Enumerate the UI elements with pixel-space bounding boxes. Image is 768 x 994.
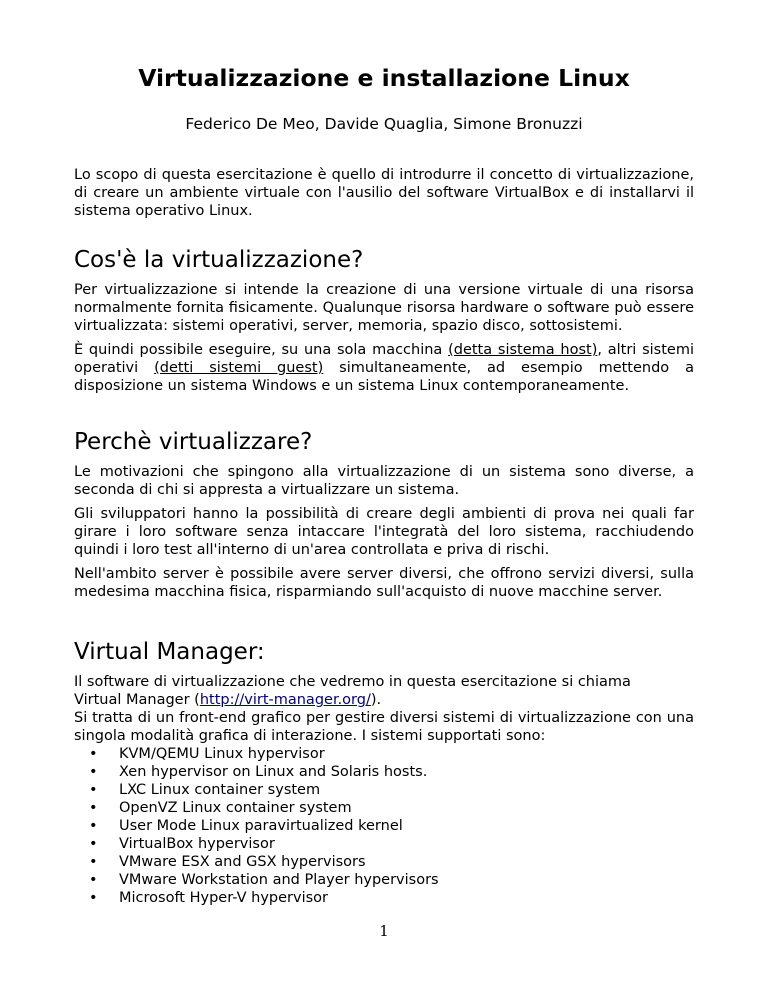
list-item — [74, 835, 694, 853]
page-number: 1 — [379, 922, 389, 940]
what-is-paragraph-2: È quindi possibile eseguire, su una sola macchina (detta sistema host), altri sistemi operativi (detti sistemi guest) simultaneamente, ad esempio mettendo a disposizione un sistema Windows e un sistema Linux contemporaneamente. — [74, 342, 694, 394]
list-item-label: User Mode Linux paravirtualized kernel — [119, 818, 403, 834]
authors-line: Federico De Meo, Davide Quaglia, Simone Bronuzzi — [185, 115, 583, 133]
list-item-label: OpenVZ Linux container system — [119, 800, 352, 816]
virtual-manager-line-1: Il software di virtualizzazione che vedremo in questa esercitazione si chiama — [74, 674, 631, 690]
bullet-icon: • — [89, 800, 98, 816]
guest-note: (detti sistemi guest) — [154, 360, 324, 376]
list-item-label: VirtualBox hypervisor — [119, 836, 275, 852]
intro-block — [74, 166, 694, 220]
section-heading-virtual-manager: Virtual Manager: — [74, 639, 265, 665]
bullet-icon: • — [89, 836, 98, 852]
list-item — [74, 853, 694, 871]
list-item-label: VMware ESX and GSX hypervisors — [119, 854, 366, 870]
list-item-label: VMware Workstation and Player hypervisors — [119, 872, 439, 888]
bullet-icon: • — [89, 890, 98, 906]
bullet-icon: • — [89, 818, 98, 834]
section-virtual-manager — [74, 638, 694, 907]
why-paragraph-2: Gli sviluppatori hanno la possibilità di creare degli ambienti di prova nei quali far girare i loro software senza intaccare l'integratà del loro sistema, racchiudendo quindi i loro test all'interno di un'area controllata e priva di rischi. — [74, 506, 694, 558]
virtual-manager-line-2: Virtual Manager (http://virt-manager.org/). — [74, 692, 382, 708]
list-item — [74, 817, 694, 835]
virt-manager-link[interactable]: http://virt-manager.org/ — [199, 692, 371, 708]
section-why — [74, 428, 694, 601]
why-paragraph-1: Le motivazioni che spingono alla virtualizzazione di un sistema sono diverse, a seconda di chi si appresta a virtualizzare un sistema. — [74, 464, 694, 498]
section-heading-what-is: Cos'è la virtualizzazione? — [74, 247, 364, 273]
bullet-icon: • — [89, 746, 98, 762]
section-what-is — [74, 246, 694, 395]
list-item-label: KVM/QEMU Linux hypervisor — [119, 746, 325, 762]
list-item — [74, 763, 694, 781]
list-item-label: Xen hypervisor on Linux and Solaris hosts. — [119, 764, 428, 780]
bullet-icon: • — [89, 782, 98, 798]
bullet-icon: • — [89, 764, 98, 780]
why-paragraph-3: Nell'ambito server è possibile avere server diversi, che offrono servizi diversi, sulla medesima macchina fisica, risparmiando sull'acquisto di nuove macchine server. — [74, 566, 694, 600]
what-is-paragraph-1: Per virtualizzazione si intende la creazione di una versione virtuale di una risorsa normalmente fornita fisicamente. Qualunque risorsa hardware o software può essere virtualizzata: sistemi operativi, server, memoria, spazio disco, sottosistemi. — [74, 282, 694, 334]
section-heading-why: Perchè virtualizzare? — [74, 429, 313, 455]
list-item-label: Microsoft Hyper-V hypervisor — [119, 890, 329, 906]
intro-paragraph: Lo scopo di questa esercitazione è quello di introdurre il concetto di virtualizzazione, di creare un ambiente virtuale con l'ausilio del software VirtualBox e di installarvi il sistema operativo Linux. — [74, 167, 694, 219]
virtual-manager-paragraph-2: Si tratta di un front-end grafico per gestire diversi sistemi di virtualizzazione con una singola modalità grafica di interazione. I sistemi supportati sono: — [74, 710, 694, 744]
list-item — [74, 781, 694, 799]
bullet-icon: • — [89, 854, 98, 870]
host-note: (detta sistema host) — [448, 342, 598, 358]
bullet-icon: • — [89, 872, 98, 888]
list-item — [74, 889, 694, 907]
list-item — [74, 745, 694, 763]
list-item — [74, 871, 694, 889]
list-item-label: LXC Linux container system — [119, 782, 321, 798]
document-title: Virtualizzazione e installazione Linux — [138, 64, 630, 92]
supported-systems-list — [74, 745, 694, 907]
list-item — [74, 799, 694, 817]
